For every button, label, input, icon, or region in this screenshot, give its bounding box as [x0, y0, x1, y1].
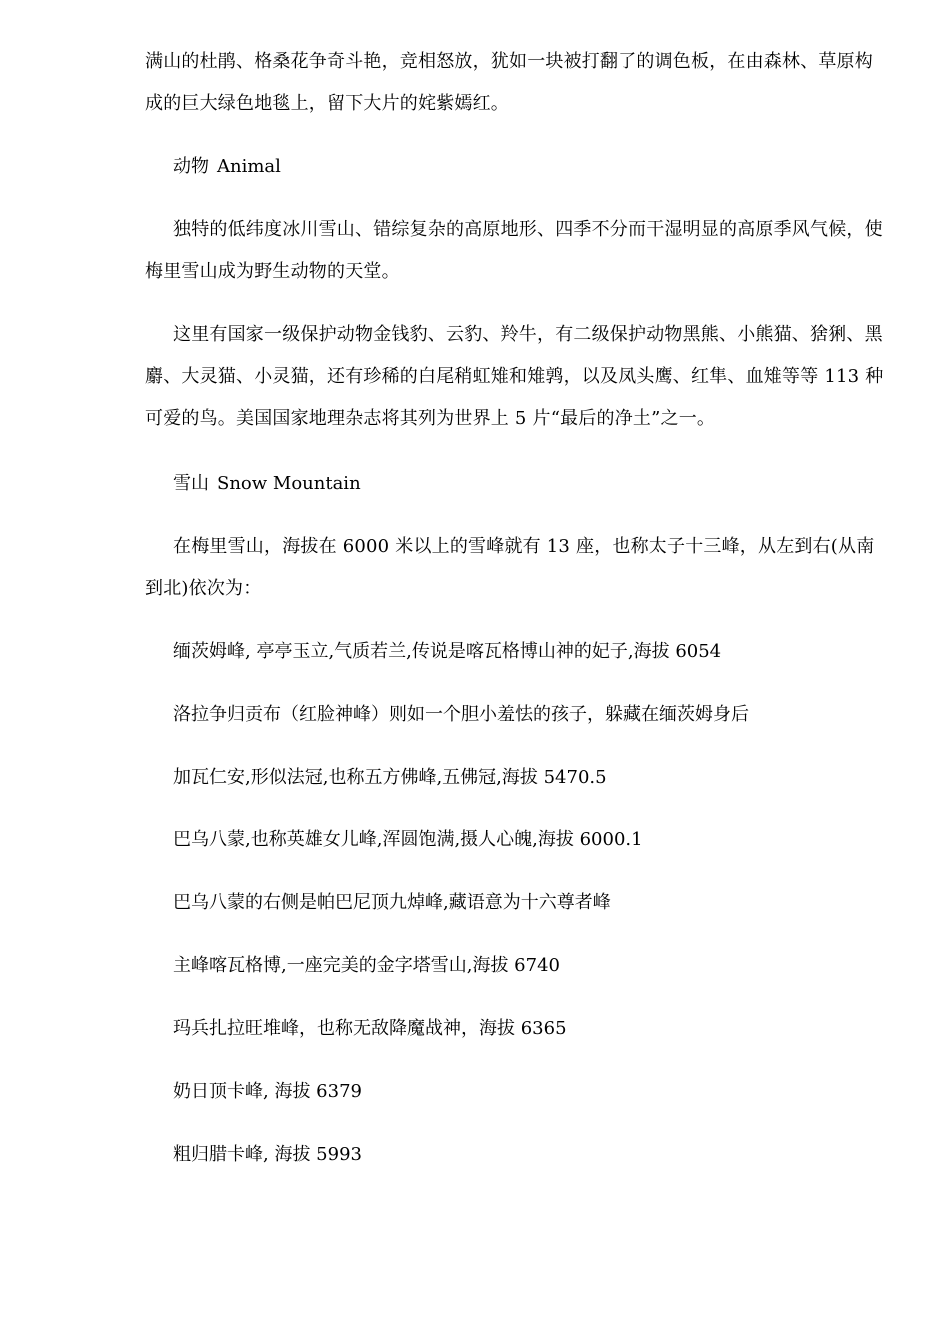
heading-snow-cn: 雪山	[173, 473, 209, 494]
peak-item: 洛拉争归贡布（红脸神峰）则如一个胆小羞怯的孩子，躲藏在缅茨姆身后	[173, 704, 749, 725]
paragraph-climate: 独特的低纬度冰川雪山、错综复杂的高原地形、四季不分而干湿明显的高原季风气候，使梅里雪山成为野生动物的天堂。	[145, 219, 883, 282]
section-heading-snow-mountain	[173, 463, 361, 505]
peak-item: 缅茨姆峰, 亭亭玉立,气质若兰,传说是喀瓦格博山神的妃子,海拔 6054	[173, 641, 722, 662]
section-heading-animal	[173, 146, 281, 188]
heading-animal-en: Animal	[217, 156, 281, 177]
peak-item: 巴乌八蒙,也称英雄女儿峰,浑圆饱满,摄人心魄,海拔 6000.1	[173, 829, 643, 850]
heading-snow-en: Snow Mountain	[217, 473, 361, 494]
paragraph-flowers: 满山的杜鹃、格桑花争奇斗艳，竞相怒放，犹如一块被打翻了的调色板，在由森林、草原构成的巨大绿色地毯上，留下大片的姹紫嫣红。	[145, 51, 873, 114]
peak-item: 粗归腊卡峰, 海拔 5993	[173, 1144, 362, 1165]
peak-item: 奶日顶卡峰, 海拔 6379	[173, 1081, 362, 1102]
peak-item: 巴乌八蒙的右侧是帕巴尼顶九焯峰,藏语意为十六尊者峰	[173, 892, 611, 913]
heading-animal-cn: 动物	[173, 156, 209, 177]
peak-item: 主峰喀瓦格博,一座完美的金字塔雪山,海拔 6740	[173, 955, 560, 976]
peak-item: 玛兵扎拉旺堆峰，也称无敌降魔战神，海拔 6365	[173, 1018, 567, 1039]
paragraph-species: 这里有国家一级保护动物金钱豹、云豹、羚牛，有二级保护动物黑熊、小熊猫、猞猁、黑麝、大灵猫、小灵猫，还有珍稀的白尾稍虹雉和雉鹑，以及凤头鹰、红隼、血雉等等 113 种可爱的鸟。美国国家地理杂志将其列为世界上 5 片“最后的净土”之一。	[145, 324, 884, 429]
peak-item: 加瓦仁安,形似法冠,也称五方佛峰,五佛冠,海拔 5470.5	[173, 767, 607, 788]
paragraph-peaks-intro: 在梅里雪山，海拔在 6000 米以上的雪峰就有 13 座，也称太子十三峰，从左到右(从南到北)依次为：	[145, 536, 875, 599]
